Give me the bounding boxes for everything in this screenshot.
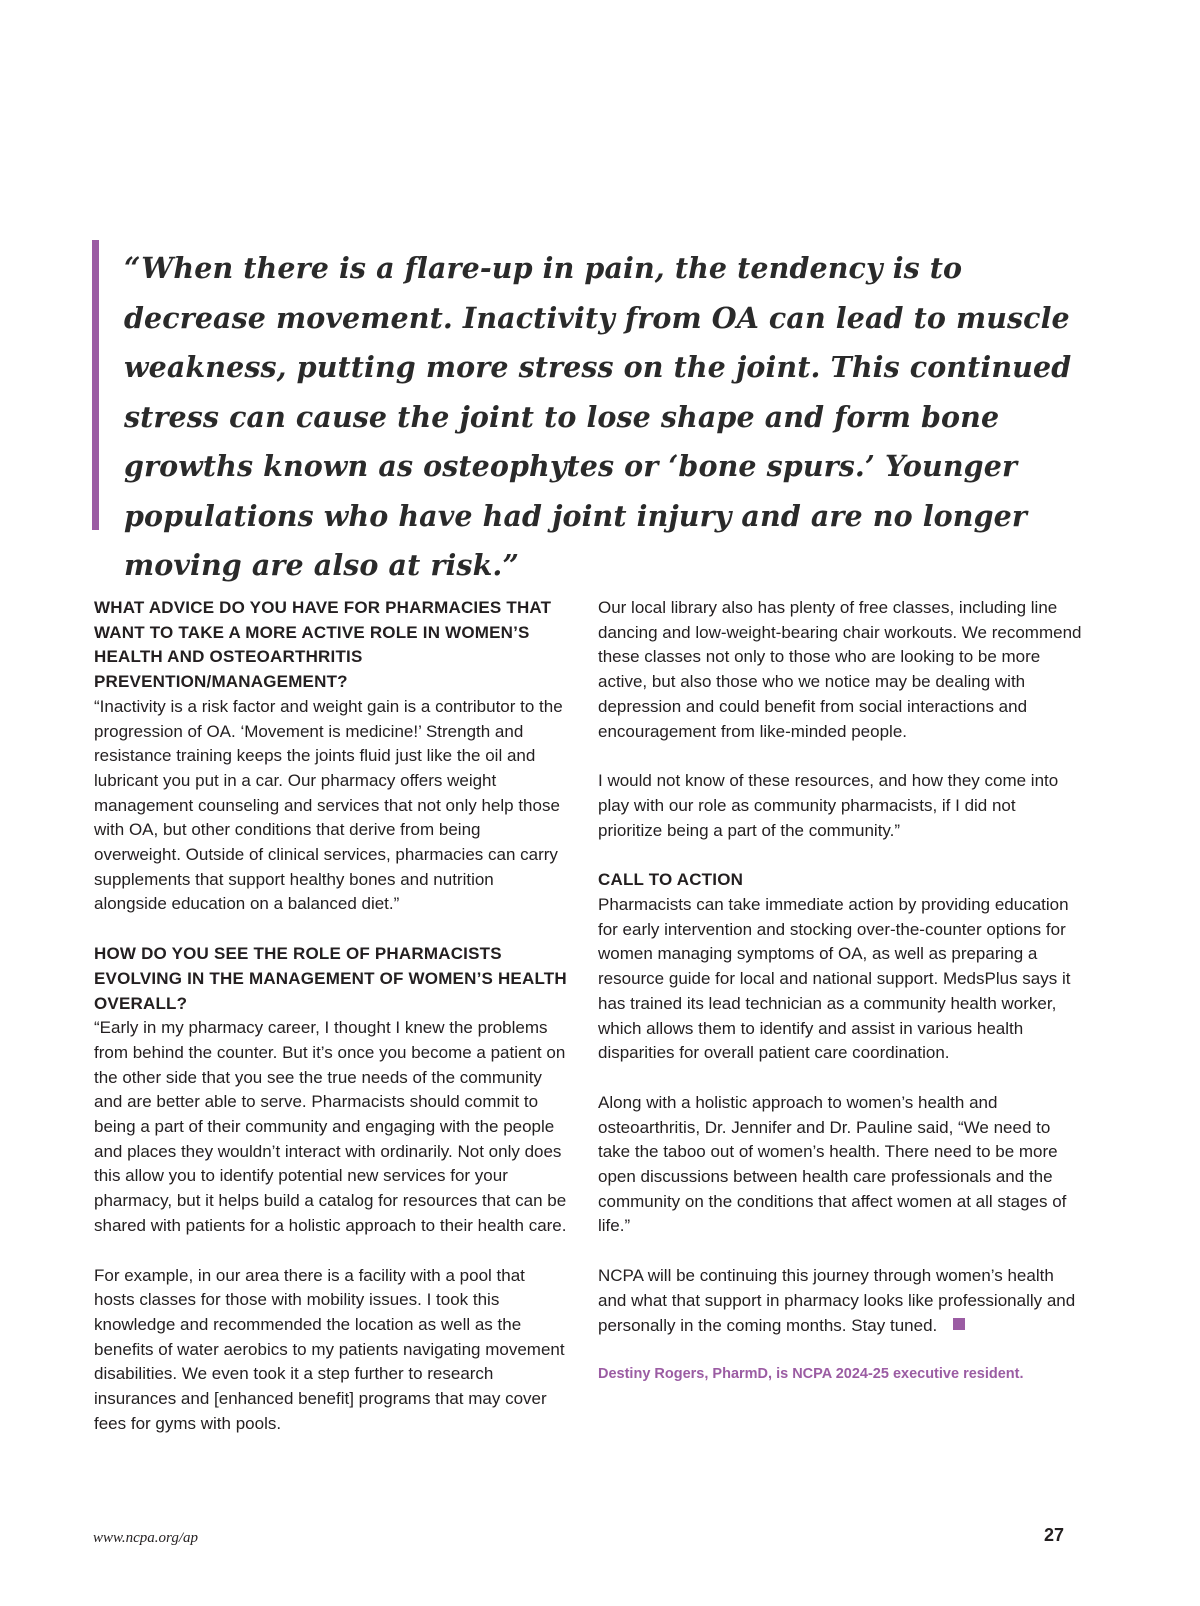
body-paragraph: Pharmacists can take immediate action by providing education for early intervention and stocking over-the-counter options for women managing symptoms of OA, as well as preparing a resource guide for local and national support. MedsPlus says it has trained its lead technician as a community health worker, which allows them to identify and assist in various health disparities for overall patient care coordination.: [598, 895, 1071, 1063]
body-paragraph: Along with a holistic approach to women’s health and osteoarthritis, Dr. Jennifer and Dr. Pauline said, “We need to take the taboo out of women’s health. There need to be more open discussions between health care professionals and the community on the conditions that affect women at all stages of life.”: [598, 1092, 1067, 1236]
answer-paragraph: For example, in our area there is a facility with a pool that hosts classes for those with mobility issues. I took this knowledge and recommended the location as well as the benefits of water aerobics to my patients navigating movement disabilities. We even took it a step further to research insurances and [enhanced benefit] programs that may cover fees for gyms with pools.: [94, 1265, 565, 1433]
author-byline: Destiny Rogers, PharmD, is NCPA 2024-25 executive resident.: [598, 1366, 1024, 1383]
section-heading: CALL TO ACTION: [598, 870, 744, 890]
closing-text: NCPA will be continuing this journey through women’s health and what that support in pharmacy looks like professionally and personally in the coming months. Stay tuned.: [598, 1266, 1076, 1335]
answer-paragraph: Our local library also has plenty of free classes, including line dancing and low-weight-bearing chair workouts. We recommend these classes not only to those who are looking to be more active, but also those who we notice may be dealing with depression and could benefit from social interactions and encouragement from like-minded people.: [598, 598, 1082, 741]
pull-quote-text: “When there is a flare-up in pain, the tendency is to decrease movement. Inactivity from OA can lead to muscle weakness, putting more stress on the joint. This continued stress can cause the joint to lose shape and form bone growths known as osteophytes or ‘bone spurs.’ Younger populations who have had joint injury and are no longer moving are also at risk.”: [124, 251, 1072, 582]
closing-paragraph: [598, 1264, 1084, 1338]
answer-paragraph: I would not know of these resources, and how they come into play with our role as community pharmacists, if I did not prioritize being a part of the community.”: [598, 771, 1059, 840]
answer-paragraph: “Inactivity is a risk factor and weight gain is a contributor to the progression of OA. ‘Movement is medicine!’ Strength and resistance training keeps the joints fluid just like the oil and lubricant you put in a car. Our pharmacy offers weight management counseling and services that not only help those with OA, but other conditions that derive from being overweight. Outside of clinical services, pharmacies can carry supplements that support healthy bones and nutrition alongside education on a balanced diet.”: [94, 696, 563, 914]
right-column: [598, 596, 1084, 1387]
answer-paragraph: “Early in my pharmacy career, I thought I knew the problems from behind the counter. But it’s once you become a patient on the other side that you see the true needs of the community and are better able to serve. Pharmacists should commit to being a part of their community and engaging with the people and places they wouldn’t interact with ordinarily. Not only does this allow you to identify potential new services for your pharmacy, but it helps build a catalog for resources that can be shared with patients for a holistic approach to their health care.: [94, 1018, 567, 1235]
footer-url: www.ncpa.org/ap: [93, 1530, 199, 1546]
question-heading: HOW DO YOU SEE THE ROLE OF PHARMACISTS EVOLVING IN THE MANAGEMENT OF WOMEN’S HEALTH OVERALL?: [94, 944, 567, 1013]
pull-quote: [92, 240, 1072, 582]
end-mark-icon: [953, 1318, 965, 1330]
left-column: [94, 596, 568, 1437]
question-heading: WHAT ADVICE DO YOU HAVE FOR PHARMACIES THAT WANT TO TAKE A MORE ACTIVE ROLE IN WOMEN’S HEALTH AND OSTEOARTHRITIS PREVENTION/MANAGEMENT?: [94, 598, 552, 692]
page-number: 27: [1044, 1525, 1065, 1545]
